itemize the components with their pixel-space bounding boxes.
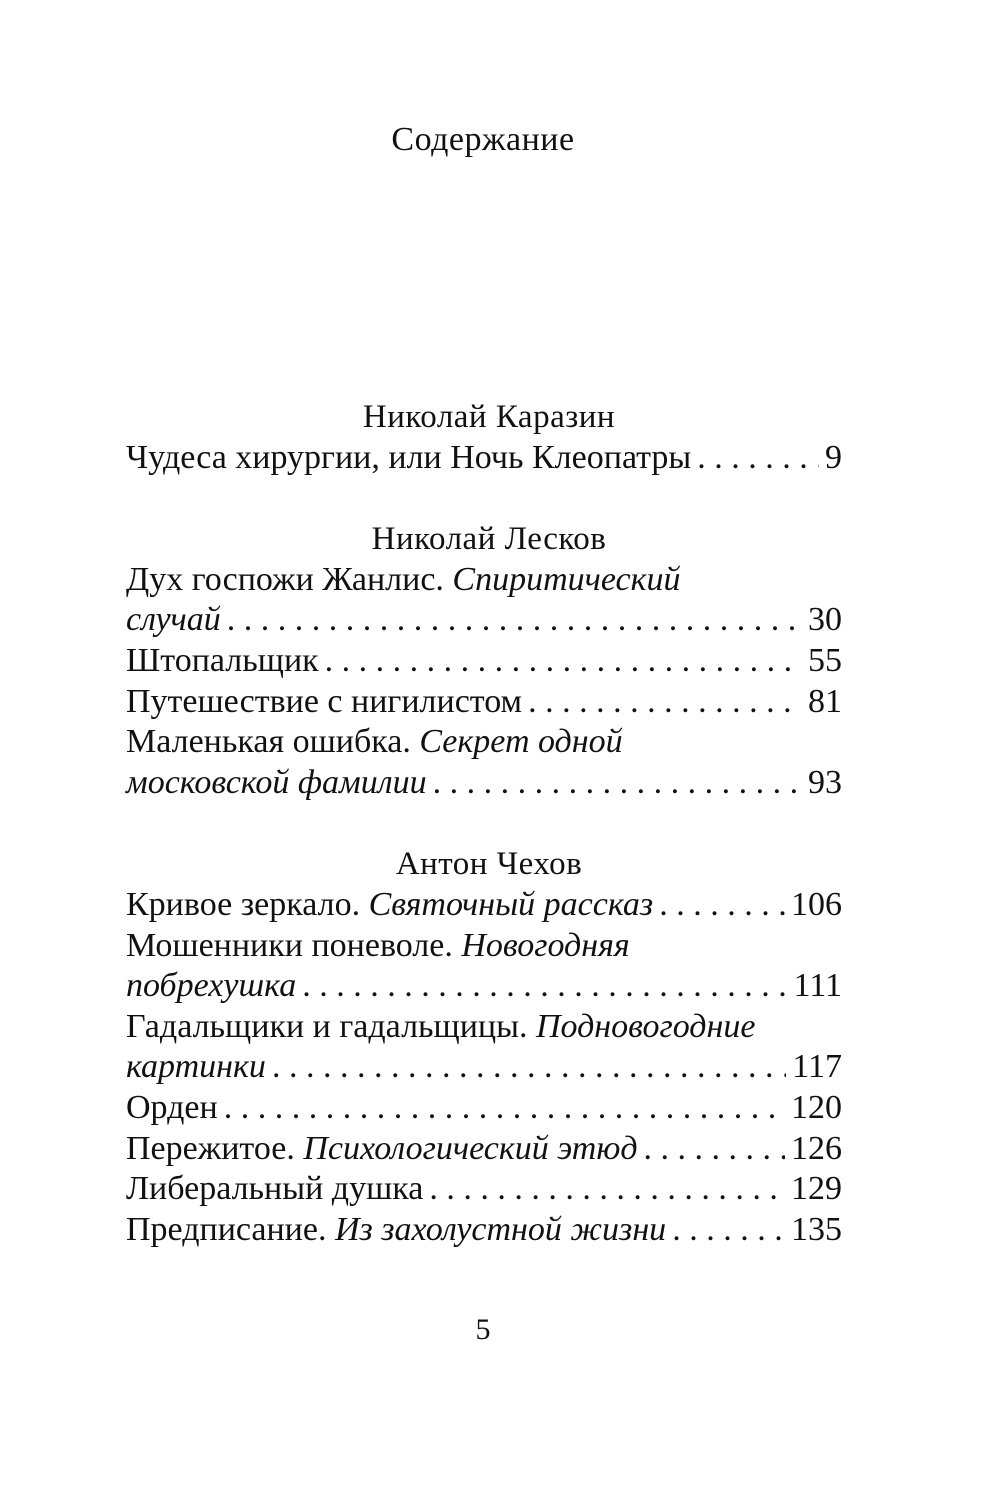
entry-title: Маленькая ошибка. — [126, 723, 411, 761]
entry-title: Дух госпожи Жанлис. — [126, 560, 444, 598]
dot-leader — [272, 1047, 786, 1088]
page-number: 5 — [475, 1313, 491, 1346]
entry-page-number: 93 — [808, 763, 842, 801]
dot-leader — [302, 966, 787, 1007]
dot-leader — [325, 641, 802, 682]
entry-page-number: 30 — [808, 601, 842, 639]
entry-page-number: 117 — [792, 1048, 842, 1086]
page-title: Содержание — [391, 121, 575, 158]
entry-title: Гадальщики и гадальщицы. — [126, 1007, 528, 1045]
toc-entry[interactable] — [126, 641, 842, 682]
dot-leader — [697, 438, 819, 479]
entry-subtitle-continued: московской фамилии — [126, 763, 427, 801]
dot-leader — [644, 1129, 785, 1170]
dot-leader — [224, 1088, 785, 1129]
toc-section-chekhov — [126, 844, 842, 1250]
entry-subtitle: Секрет одной — [419, 723, 623, 761]
entry-title: Предписание. — [126, 1210, 327, 1248]
entry-page-number: 135 — [791, 1210, 842, 1248]
entry-page-number: 120 — [791, 1088, 842, 1126]
entry-title: Путешествие с нигилистом — [126, 682, 523, 720]
entry-title: Кривое зеркало. — [126, 885, 361, 923]
entry-subtitle-continued: побрехушка — [126, 967, 297, 1005]
toc-entry[interactable] — [126, 926, 842, 1007]
entry-subtitle: Новогодняя — [461, 926, 630, 964]
entry-title: Пережитое. — [126, 1129, 295, 1167]
dot-leader — [528, 682, 802, 723]
entry-title: Штопальщик — [126, 641, 319, 679]
entry-subtitle: Спиритический — [452, 560, 681, 598]
author-heading: Николай Лесков — [371, 521, 607, 558]
author-heading: Николай Каразин — [362, 399, 616, 435]
toc-entry[interactable] — [126, 438, 842, 479]
entry-page-number: 106 — [791, 885, 842, 923]
toc-section-karazin — [126, 397, 842, 478]
author-heading: Антон Чехов — [395, 846, 583, 883]
entry-subtitle: Святочный рассказ — [368, 885, 654, 923]
toc-entry[interactable] — [126, 722, 842, 803]
toc-entry[interactable] — [126, 1007, 842, 1088]
dot-leader — [659, 885, 785, 926]
toc-section-leskov — [126, 519, 842, 803]
toc-entry[interactable] — [126, 885, 842, 926]
dot-leader — [433, 763, 802, 804]
table-of-contents — [126, 397, 842, 1250]
entry-page-number: 55 — [808, 641, 842, 679]
toc-entry[interactable] — [126, 1088, 842, 1129]
dot-leader — [672, 1210, 785, 1251]
entry-subtitle: Подновогодние — [535, 1007, 756, 1045]
entry-title: Чудеса хирургии, или Ночь Клеопатры — [126, 438, 692, 476]
entry-subtitle-continued: картинки — [126, 1048, 266, 1086]
entry-title: Мошенники поневоле. — [126, 926, 453, 964]
entry-subtitle-continued: случай — [126, 601, 221, 639]
toc-entry[interactable] — [126, 1129, 842, 1170]
entry-page-number: 126 — [791, 1129, 842, 1167]
entry-subtitle: Из захолустной жизни — [334, 1210, 667, 1248]
toc-entry[interactable] — [126, 1169, 842, 1210]
dot-leader — [227, 600, 802, 641]
entry-title: Орден — [126, 1088, 218, 1126]
entry-page-number: 9 — [825, 438, 842, 476]
entry-title: Либеральный душка — [126, 1170, 424, 1208]
entry-page-number: 81 — [808, 682, 842, 720]
toc-entry[interactable] — [126, 1210, 842, 1251]
toc-entry[interactable] — [126, 560, 842, 641]
dot-leader — [429, 1169, 785, 1210]
entry-page-number: 111 — [793, 967, 842, 1005]
toc-entry[interactable] — [126, 682, 842, 723]
entry-subtitle: Психологический этюд — [303, 1129, 638, 1167]
entry-page-number: 129 — [791, 1170, 842, 1208]
